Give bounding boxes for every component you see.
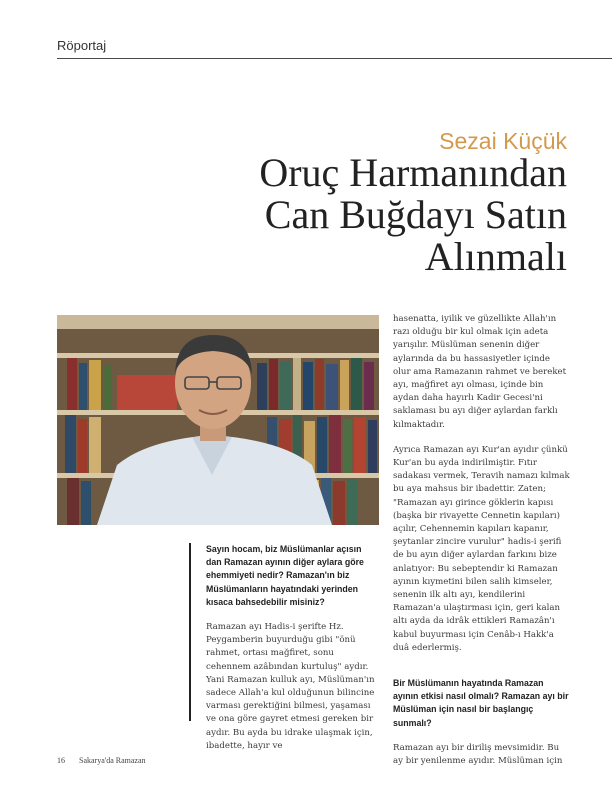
interview-answer-2: Ramazan ayı bir diriliş mevsimidir. Bu ay bir yenilenme ayıdır. Müslüman için (393, 742, 563, 767)
interview-answer-1: Ramazan ayı Hadis-i şerifte Hz. Peygamberin buyurduğu gibi "önü rahmet, ortası mağfiret, sonu cehennem azâbından kurtuluş" aydır. Yani Ramazan kulluk ayı, Müslüman'ın sadece Allah'a kul olduğunun bilincine varması gerektiğini bilmesi, yaşaması ve ona göre gayret etmesi gereken bir aydır. Bu ayda bu idrake ulaşmak için, ibadette, hayır ve (206, 622, 375, 751)
title-line-2: Can Buğdayı Satın (264, 192, 567, 237)
page-footer (57, 756, 146, 765)
section-label: Röportaj (57, 38, 107, 53)
portrait-illustration (57, 315, 379, 525)
right-column (393, 313, 570, 780)
question-rule (189, 543, 191, 721)
answer-paragraph-2: Ayrıca Ramazan ayı Kur'an ayıdır çünkü Kur'an bu ayda indirilmiştir. Fıtır sadakası vermek, Teravih namazı kılmak bu aya mahsus bir ibadettir. Zaten; "Ramazan ayı girince göklerin kapısı (başka bir rivayette Cennetin kapıları) açılır, Cehennemin kapıları kapanır, şeytanlar zincire vurulur" hadis-i şerifi de bu ayın diğer aylardan farkını bize anlatıyor: Bu sebeptendir ki Ramazan ayının kıymetini bilen salih kimseler, senenin ilk altı ayı, kendilerini Ramazan'a ulaştırması için, geri kalan altı ayda da idrâk ettikleri Ramazân'ı kabul buyurması için Cenâb-ı Hakk'a duâ ederlermiş. (393, 444, 570, 653)
portrait-photo (57, 315, 379, 525)
interview-question-2: Bir Müslümanın hayatında Ramazan ayının etkisi nasıl olmalı? Ramazan ayı bir Müslüman için nasıl bir başlangıç sunmalı? (393, 678, 569, 728)
author-name: Sezai Küçük (439, 128, 567, 154)
interview-question-1: Sayın hocam, biz Müslümanlar açısın dan Ramazan ayının diğer aylara göre ehemmiyeti nedir? Ramazan'ın biz Müslümanların hayatındaki yerinden kısaca bahsedebilir misiniz? (206, 544, 364, 607)
answer-paragraph-1: hasenatta, iyilik ve güzellikte Allah'ın razı olduğu bir kul olmak için adeta yarışılır. Müslüman senenin diğer aylarında da bu hassasiyetler içinde olur ama Ramazanın rahmet ve bereket ayı, mağfiret ayı olması, içinde bin aydan daha hayırlı Kadir Gecesi'ni saklaması bu ayı diğer aylardan farklı kılmaktadır. (393, 314, 567, 430)
title-line-3: Alınmalı (424, 234, 567, 279)
left-column (206, 543, 379, 765)
magazine-name: Sakarya'da Ramazan (79, 756, 146, 765)
article-title (187, 152, 567, 278)
header-rule (57, 58, 612, 59)
title-line-1: Oruç Harmanından (259, 150, 567, 195)
page-number: 16 (57, 756, 65, 765)
